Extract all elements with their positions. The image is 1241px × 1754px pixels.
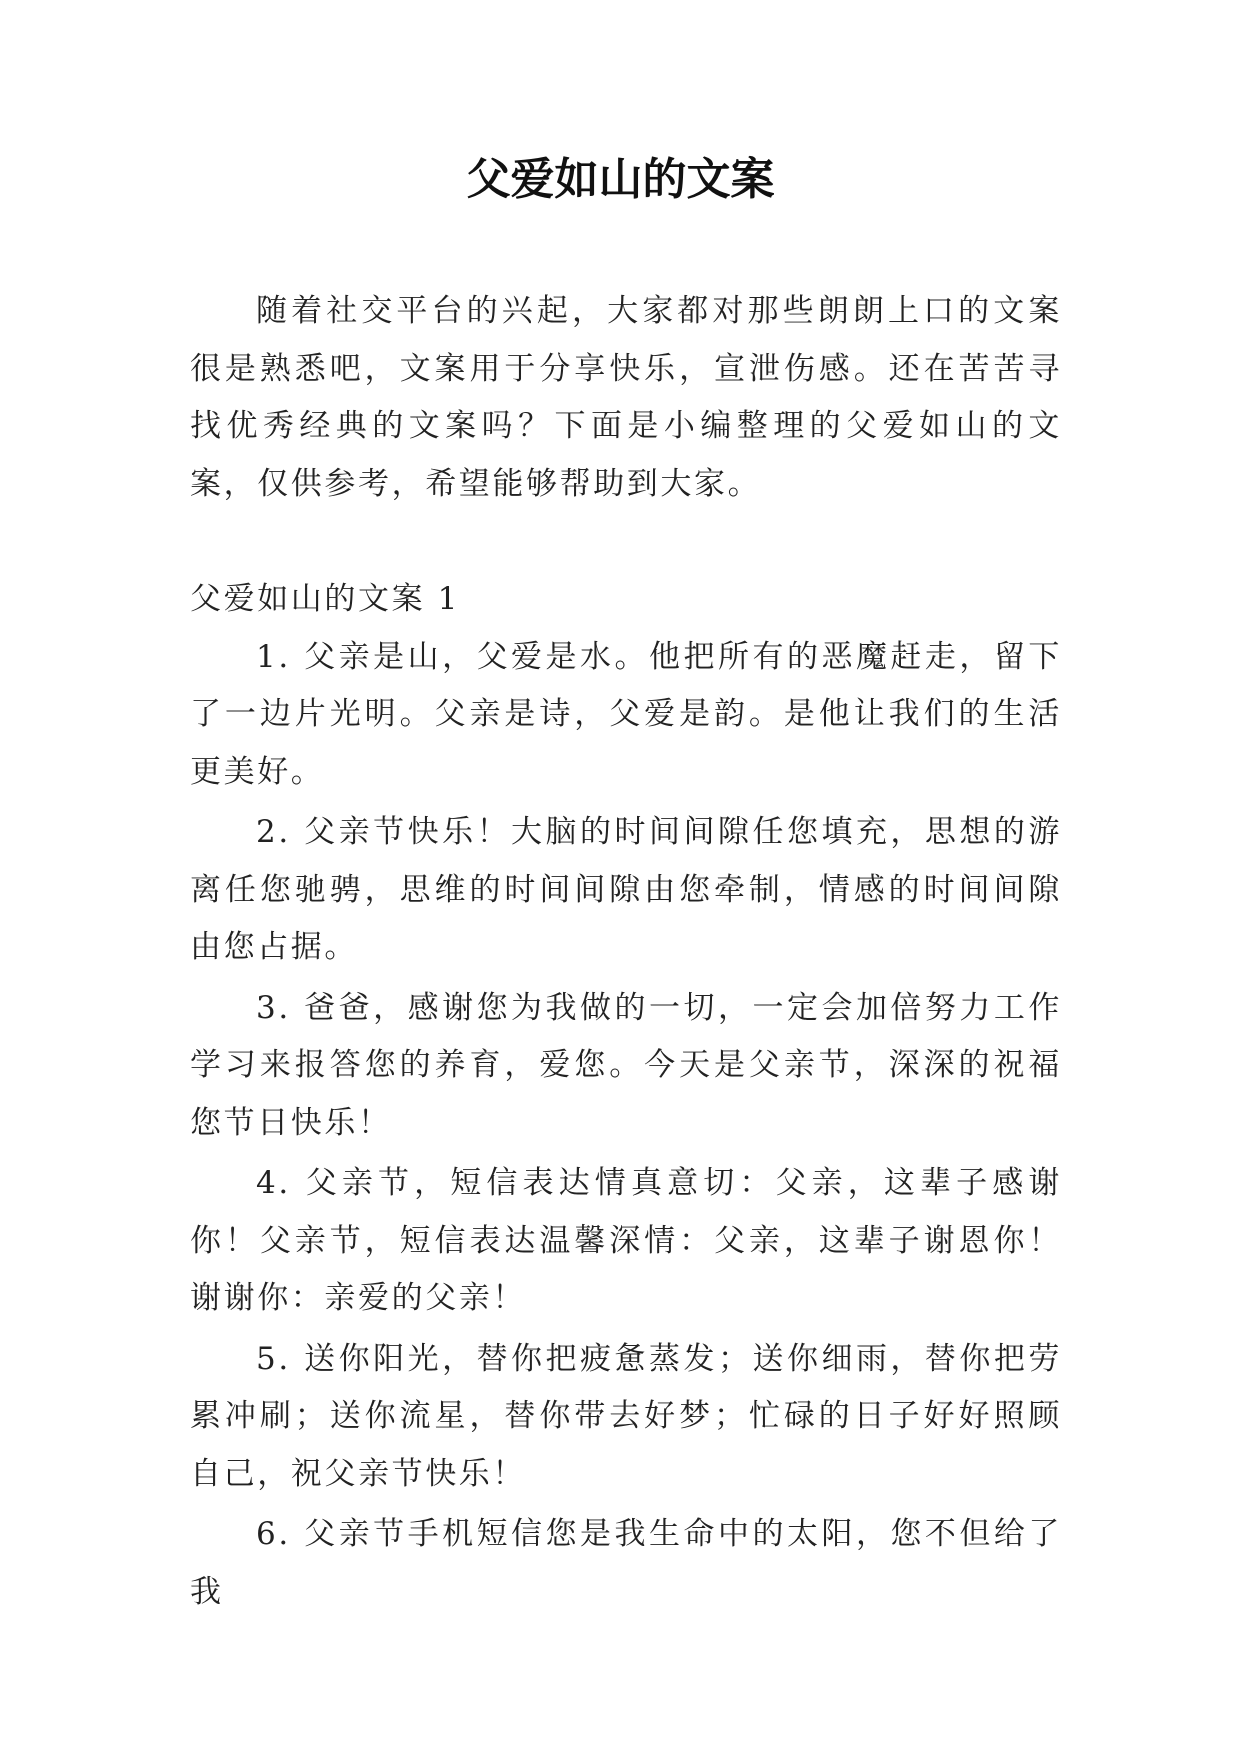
intro-paragraph: 随着社交平台的兴起，大家都对那些朗朗上口的文案很是熟悉吧，文案用于分享快乐，宣泄伤感。还在苦苦寻找优秀经典的文案吗？下面是小编整理的父爱如山的文案，仅供参考，希望能够帮助到大家。 [190,293,1062,502]
document-title: 父爱如山的文案 [466,154,775,205]
list-item-1: 1. 父亲是山，父爱是水。他把所有的恶魔赶走，留下了一边片光明。父亲是诗，父爱是韵。是他让我们的生活更美好。 [190,638,1062,790]
list-item-3: 3. 爸爸，感谢您为我做的一切，一定会加倍努力工作学习来报答您的养育，爱您。今天是父亲节，深深的祝福您节日快乐！ [190,989,1062,1141]
list-item-6: 6. 父亲节手机短信您是我生命中的太阳，您不但给了我 [190,1516,1062,1610]
list-item-2: 2. 父亲节快乐！大脑的时间间隙任您填充，思想的游离任您驰骋，思维的时间间隙由您牵制，情感的时间间隙由您占据。 [190,814,1062,965]
list-item-5: 5. 送你阳光，替你把疲惫蒸发；送你细雨，替你把劳累冲刷；送你流星，替你带去好梦；忙碌的日子好好照顾自己，祝父亲节快乐！ [190,1340,1062,1492]
section-title: 父爱如山的文案 1 [190,581,460,617]
list-item-4: 4. 父亲节，短信表达情真意切：父亲，这辈子感谢你！父亲节，短信表达温馨深情：父亲，这辈子谢恩你！谢谢你：亲爱的父亲！ [190,1165,1062,1316]
document-body [190,283,1062,1624]
